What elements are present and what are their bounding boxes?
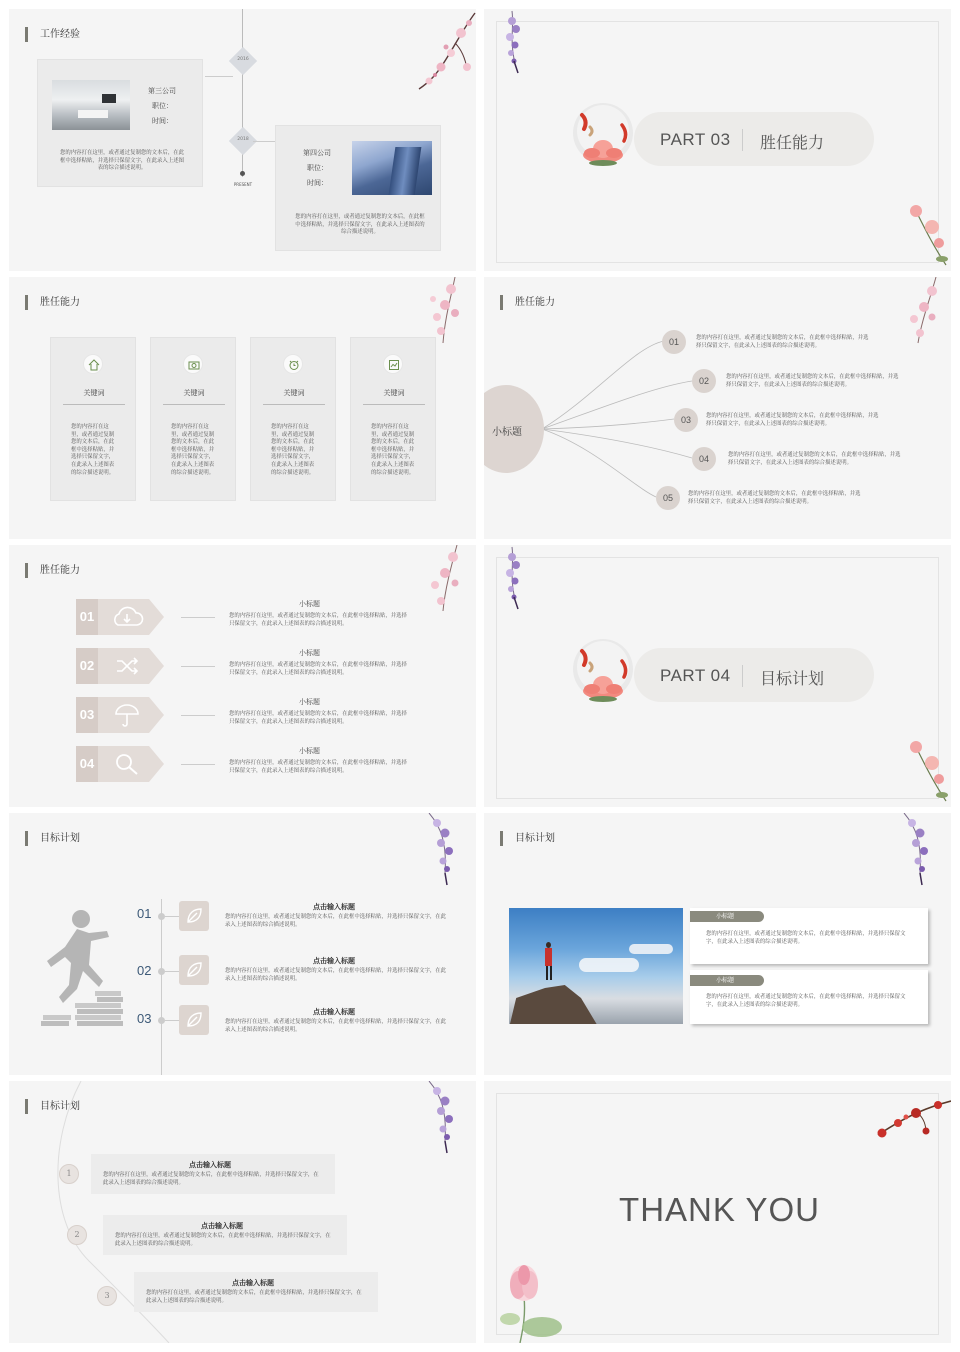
keyword-label: 关键词	[83, 389, 105, 397]
leaf-icon	[179, 1005, 209, 1035]
item-number: 04	[692, 447, 716, 471]
item-text: 您的内容打在这里，或者通过复制您的文本后，在此框中选择粘贴，并选择只保留文字，在此录入上述图表的综合描述说明。	[728, 452, 901, 466]
item-text: 您的内容打在这里，或者通过复制您的文本后，在此框中选择粘贴，并选择只保留文字，在此录入上述图表的综合描述说明。	[688, 491, 861, 505]
step-heading: 点击输入标题	[313, 903, 355, 911]
slide-part-03	[484, 9, 951, 271]
vertical-timeline	[161, 899, 162, 1075]
center-label: 小标题	[492, 427, 522, 438]
item-number: 03	[674, 408, 698, 432]
search-icon	[113, 751, 141, 781]
rose-decoration	[906, 737, 951, 807]
step-circle: 2	[67, 1225, 87, 1245]
company-position: 职位：	[307, 164, 328, 172]
step-number: 03	[76, 697, 98, 733]
chart-icon	[383, 354, 403, 374]
lotus-koi-bowl	[560, 633, 646, 713]
company-desc: 您的内容打在这里，或者通过复制您的文本后，在此框中选择粘贴，并选择只保留文字，在此录入上述图表的综合描述说明。	[60, 150, 184, 172]
building-photo	[352, 141, 432, 195]
step-heading: 点击输入标题	[313, 957, 355, 965]
item-text: 您的内容打在这里，或者通过复制您的文本后，在此框中选择粘贴，并选择只保留文字，在此录入上述图表的综合描述说明。	[706, 413, 879, 427]
step-text: 您的内容打在这里，或者通过复制您的文本后，在此框中选择粘贴，并选择只保留文字，在此录入上述图表的综合描述说明。	[225, 968, 447, 982]
item-number: 01	[662, 330, 686, 354]
item-number: 02	[692, 369, 716, 393]
wisteria-decoration	[492, 9, 532, 77]
company-name: 第四公司	[303, 149, 331, 157]
step-heading: 点击输入标题	[201, 1222, 243, 1230]
rose-decoration	[906, 201, 951, 271]
slide-title: 胜任能力	[25, 563, 80, 578]
pill-separator	[742, 129, 743, 151]
part-name: 目标计划	[760, 669, 825, 688]
row-heading: 小标题	[299, 747, 320, 755]
slide-thank-you	[484, 1081, 951, 1343]
step-number: 02	[76, 648, 98, 684]
company-desc: 您的内容打在这里，或者通过复制您的文本后，在此框中选择粘贴，并选择只保留文字，在此录入上述图表的综合描述说明。	[295, 214, 425, 236]
company-time: 时间：	[307, 179, 328, 187]
keyword-card	[150, 337, 236, 501]
item-text: 您的内容打在这里，或者通过复制您的文本后，在此框中选择粘贴，并选择只保留文字，在此录入上述图表的综合描述说明。	[696, 335, 869, 349]
step-text: 您的内容打在这里，或者通过复制您的文本后，在此框中选择粘贴，并选择只保留文字，在此录入上述图表的综合描述说明。	[225, 914, 447, 928]
step-circle: 1	[59, 1164, 79, 1184]
tag-label: 小标题	[690, 911, 764, 922]
slide-goal-photo	[484, 813, 951, 1075]
mountain-climber-photo	[509, 908, 683, 1024]
red-plum-branch-decoration	[868, 1095, 951, 1145]
step-number: 03	[137, 1011, 152, 1026]
box-text: 您的内容打在这里，或者通过复制您的文本后，在此框中选择粘贴，并选择只保留文字，在此录入上述图表的综合描述说明。	[706, 931, 906, 945]
row-heading: 小标题	[299, 698, 320, 706]
slide-work-experience	[9, 9, 476, 271]
company-position: 职位：	[152, 102, 173, 110]
step-heading: 点击输入标题	[189, 1161, 231, 1169]
umbrella-icon	[113, 702, 141, 732]
row-text: 您的内容打在这里，或者通过复制您的文本后，在此框中选择粘贴，并选择只保留文字，在此录入上述图表的综合描述说明。	[229, 662, 407, 676]
step-number: 04	[76, 746, 98, 782]
alarm-clock-icon	[283, 354, 303, 374]
row-text: 您的内容打在这里，或者通过复制您的文本后，在此框中选择粘贴，并选择只保留文字，在此录入上述图表的综合描述说明。	[229, 711, 407, 725]
slide-title: 目标计划	[25, 831, 80, 846]
keyword-label: 关键词	[383, 389, 405, 397]
pill-separator	[742, 665, 743, 687]
company-time: 时间：	[152, 117, 173, 125]
step-text: 您的内容打在这里，或者通过复制您的文本后，在此框中选择粘贴，并选择只保留文字，在此录入上述图表的综合描述说明。	[103, 1172, 319, 1186]
slide-competency-cards	[9, 277, 476, 539]
row-text: 您的内容打在这里，或者通过复制您的文本后，在此框中选择粘贴，并选择只保留文字，在此录入上述图表的综合描述说明。	[229, 613, 407, 627]
slide-title: 胜任能力	[25, 295, 80, 310]
slide-title: 胜任能力	[500, 295, 555, 310]
lotus-koi-bowl	[560, 97, 646, 177]
keyword-card	[350, 337, 436, 501]
part-number: PART 04	[660, 666, 731, 685]
company-name: 第三公司	[148, 87, 176, 95]
company-card-a	[37, 59, 203, 187]
step-text: 您的内容打在这里，或者通过复制您的文本后，在此框中选择粘贴，并选择只保留文字，在此录入上述图表的综合描述说明。	[115, 1233, 331, 1247]
slide-competency-arrows	[9, 545, 476, 807]
thank-you-text: THANK YOU	[619, 1191, 820, 1228]
wisteria-decoration	[421, 813, 471, 888]
slide-competency-radial	[484, 277, 951, 539]
leaf-icon	[179, 901, 209, 931]
keyword-label: 关键词	[283, 389, 305, 397]
row-text: 您的内容打在这里，或者通过复制您的文本后，在此框中选择粘贴，并选择只保留文字，在此录入上述图表的综合描述说明。	[229, 760, 407, 774]
keyword-label: 关键词	[183, 389, 205, 397]
tag-label: 小标题	[690, 975, 764, 986]
timeline-present: PRESENT	[233, 182, 253, 187]
home-icon	[83, 354, 103, 374]
keyword-card	[250, 337, 336, 501]
keyword-card	[50, 337, 136, 501]
runner-on-books-illustration	[37, 905, 127, 1031]
keyword-text: 您的内容打在这里，或者通过复制您的文本后，在此框中选择粘贴，并选择只保留文字，在此录入上述图表的综合描述说明。	[71, 424, 115, 476]
row-heading: 小标题	[299, 649, 320, 657]
cloud-download-icon	[109, 605, 145, 633]
keyword-text: 您的内容打在这里，或者通过复制您的文本后，在此框中选择粘贴，并选择只保留文字，在此录入上述图表的综合描述说明。	[271, 424, 315, 476]
plum-blossom-decoration	[413, 9, 476, 104]
keyword-text: 您的内容打在这里，或者通过复制您的文本后，在此框中选择粘贴，并选择只保留文字，在此录入上述图表的综合描述说明。	[371, 424, 415, 476]
camera-icon	[183, 354, 203, 374]
slide-goal-steps	[9, 813, 476, 1075]
step-text: 您的内容打在这里，或者通过复制您的文本后，在此框中选择粘贴，并选择只保留文字，在此录入上述图表的综合描述说明。	[146, 1290, 362, 1304]
slide-title: 目标计划	[500, 831, 555, 846]
step-circle: 3	[97, 1286, 117, 1306]
company-card-b	[275, 125, 441, 251]
office-photo	[52, 80, 130, 130]
keyword-text: 您的内容打在这里，或者通过复制您的文本后，在此框中选择粘贴，并选择只保留文字，在此录入上述图表的综合描述说明。	[171, 424, 215, 476]
box-text: 您的内容打在这里，或者通过复制您的文本后，在此框中选择粘贴，并选择只保留文字，在此录入上述图表的综合描述说明。	[706, 994, 906, 1008]
shuffle-icon	[113, 654, 141, 682]
timeline-year-2016: 2016	[237, 57, 249, 62]
part-number: PART 03	[660, 130, 731, 149]
leaf-icon	[179, 955, 209, 985]
step-text: 您的内容打在这里，或者通过复制您的文本后，在此框中选择粘贴，并选择只保留文字，在此录入上述图表的综合描述说明。	[225, 1019, 447, 1033]
slide-goal-curve	[9, 1081, 476, 1343]
step-number: 02	[137, 963, 152, 978]
slide-title: 工作经验	[25, 27, 80, 42]
item-text: 您的内容打在这里，或者通过复制您的文本后，在此框中选择粘贴，并选择只保留文字，在此录入上述图表的综合描述说明。	[726, 374, 899, 388]
wisteria-decoration	[492, 545, 532, 613]
slide-title: 目标计划	[25, 1099, 80, 1114]
step-number: 01	[76, 599, 98, 635]
item-number: 05	[656, 486, 680, 510]
step-heading: 点击输入标题	[232, 1279, 274, 1287]
timeline-dot	[240, 171, 245, 176]
plum-blossom-decoration	[413, 545, 473, 615]
slide-part-04	[484, 545, 951, 807]
timeline-year-2018: 2018	[237, 137, 249, 142]
step-number: 01	[137, 906, 152, 921]
wisteria-decoration	[896, 813, 946, 888]
step-heading: 点击输入标题	[313, 1008, 355, 1016]
row-heading: 小标题	[299, 600, 320, 608]
part-name: 胜任能力	[760, 133, 825, 152]
plum-blossom-decoration	[892, 277, 950, 347]
lotus-decoration	[496, 1257, 566, 1343]
